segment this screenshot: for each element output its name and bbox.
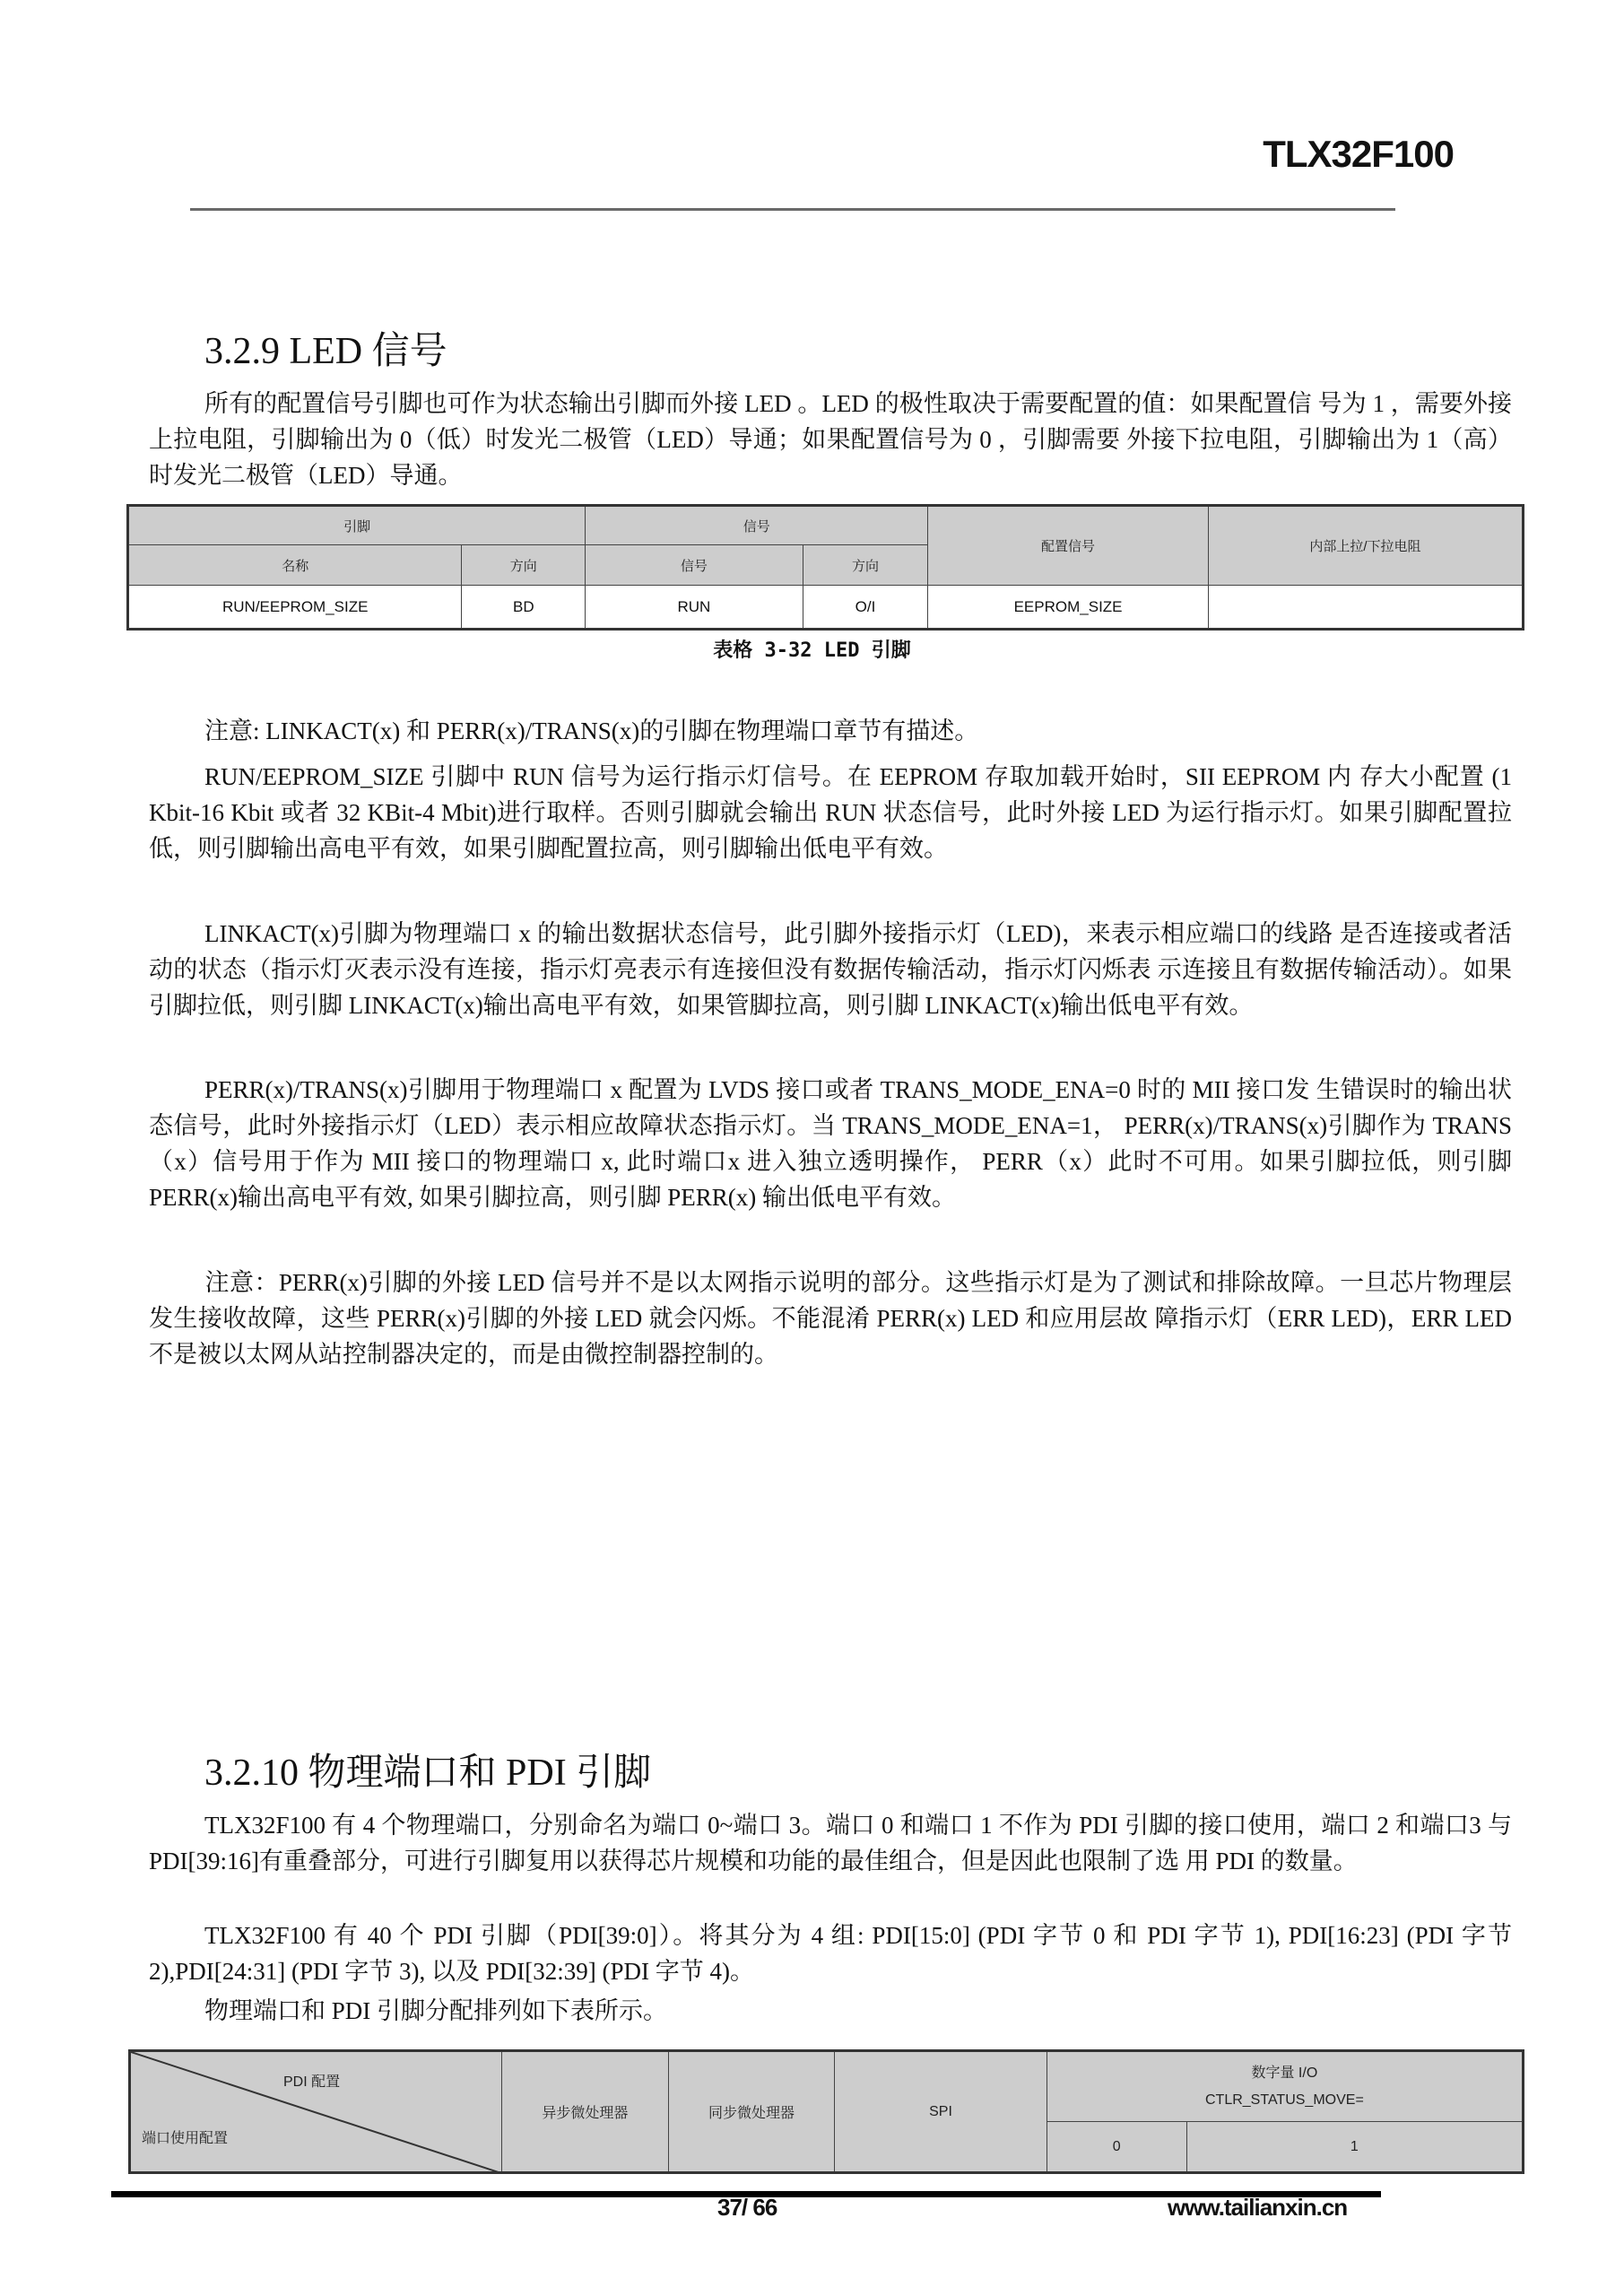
paragraph-table-intro: 物理端口和 PDI 引脚分配排列如下表所示。 [204, 1997, 668, 2024]
header-async-mcu: 异步微处理器 [502, 2051, 669, 2173]
header-name: 名称 [128, 545, 462, 586]
paragraph-perr-trans: PERR(x)/TRANS(x)引脚用于物理端口 x 配置为 LVDS 接口或者 TRANS_MODE_ENA=0 时的 MII 接口发 生错误时的输出状态信号，此时外接指示灯（LED）表示相应故障状态指示灯。当 TRANS_MODE_ENA=1， PERR(x)/TRANS(x)引脚作为 TRANS（x）信号用于作为 MII 接口的物理端口 x, 此时端口x 进入独立透明操作， PERR（x）此时不可用。如果引脚拉低，则引脚 PERR(x)输出高电平有效, 如果引脚拉高，则引脚 PERR(x) 输出低电平有效。 [149, 1076, 1512, 1211]
header-dio-1: 1 [1186, 2122, 1523, 2173]
section-heading-physical-ports-pdi: 3.2.10 物理端口和 PDI 引脚 [204, 1752, 652, 1794]
table-row [128, 586, 1524, 630]
header-group-pin: 引脚 [128, 506, 586, 545]
header-dio-0: 0 [1046, 2122, 1186, 2173]
document-header-title: TLX32F100 [1263, 133, 1454, 175]
paragraph-physical-ports: TLX32F100 有 4 个物理端口，分别命名为端口 0~端口 3。端口 0 和端口 1 不作为 PDI 引脚的接口使用，端口 2 和端口3 与 PDI[39:16]有重叠部分，可进行引脚复用以获得芯片规模和功能的最佳组合，但是因此也限制了选 用 PDI 的数量。 [149, 1812, 1512, 1874]
header-digital-io-label: 数字量 I/O [1251, 2065, 1318, 2081]
header-signal: 信号 [586, 545, 803, 586]
diagonal-header-cell [130, 2051, 502, 2173]
pdi-port-table [128, 2049, 1524, 2174]
table-caption: 表格 3-32 LED 引脚 [713, 639, 911, 662]
cell-pull-resistor [1208, 586, 1523, 630]
header-ctlr-status-move: CTLR_STATUS_MOVE= [1205, 2092, 1364, 2108]
paragraph-run-eeprom: RUN/EEPROM_SIZE 引脚中 RUN 信号为运行指示灯信号。在 EEPROM 存取加载开始时，SII EEPROM 内 存大小配置 (1 Kbit-16 Kbit 或者 32 KBit-4 Mbit)进行取样。否则引脚就会输出 RUN 状态信号，此时外接 LED 为运行指示灯。如果引脚配置拉低，则引脚输出高电平有效，如果引脚配置拉高，则引脚输出低电平有效。 [149, 763, 1512, 862]
cell-config-signal: EEPROM_SIZE [928, 586, 1209, 630]
header-pull-resistor: 内部上拉/下拉电阻 [1208, 506, 1523, 586]
header-pin-direction: 方向 [462, 545, 586, 586]
header-signal-direction: 方向 [803, 545, 928, 586]
cell-pin-direction: BD [462, 586, 586, 630]
section-heading-led-signal: 3.2.9 LED 信号 [204, 331, 447, 372]
paragraph-note-linkact: 注意: LINKACT(x) 和 PERR(x)/TRANS(x)的引脚在物理端口章节有描述。 [204, 718, 979, 744]
header-sync-mcu: 同步微处理器 [668, 2051, 835, 2173]
paragraph-linkact: LINKACT(x)引脚为物理端口 x 的输出数据状态信号，此引脚外接指示灯（LED)，来表示相应端口的线路 是否连接或者活动的状态（指示灯灭表示没有连接，指示灯亮表示有连接但没有数据传输活动，指示灯闪烁表 示连接且有数据传输活动）。如果引脚拉低，则引脚 LINKACT(x)输出高电平有效，如果管脚拉高，则引脚 LINKACT(x)输出低电平有效。 [149, 920, 1512, 1019]
diag-label-port-config: 端口使用配置 [142, 2131, 229, 2146]
header-digital-io [1046, 2051, 1523, 2122]
header-config-signal: 配置信号 [928, 506, 1209, 586]
header-divider [190, 208, 1395, 211]
diag-label-pdi-config: PDI 配置 [283, 2074, 341, 2090]
page-number: 37/ 66 [717, 2194, 777, 2221]
paragraph-pdi-pins: TLX32F100 有 40 个 PDI 引脚（PDI[39:0]）。将其分为 4 组: PDI[15:0] (PDI 字节 0 和 PDI 字节 1), PDI[16:23] (PDI 字节 2),PDI[24:31] (PDI 字节 3), 以及 PDI[32:39] (PDI 字节 4)。 [149, 1922, 1512, 1985]
footer-website: www.tailianxin.cn [1168, 2194, 1348, 2221]
paragraph-led-intro: 所有的配置信号引脚也可作为状态输出引脚而外接 LED 。LED 的极性取决于需要配置的值：如果配置信 号为 1 ，需要外接上拉电阻，引脚输出为 0（低）时发光二极管（LED）导通；如果配置信号为 0 ，引脚需要 外接下拉电阻，引脚输出为 1（高）时发光二极管（LED）导通。 [149, 390, 1512, 489]
paragraph-note-perr: 注意：PERR(x)引脚的外接 LED 信号并不是以太网指示说明的部分。这些指示灯是为了测试和排除故障。一旦芯片物理层发生接收故障，这些 PERR(x)引脚的外接 LED 就会闪烁。不能混淆 PERR(x) LED 和应用层故 障指示灯（ERR LED)，ERR LED 不是被以太网从站控制器决定的，而是由微控制器控制的。 [149, 1269, 1512, 1368]
led-pin-table [126, 504, 1524, 631]
cell-signal: RUN [586, 586, 803, 630]
cell-name: RUN/EEPROM_SIZE [128, 586, 462, 630]
header-group-signal: 信号 [586, 506, 928, 545]
header-spi: SPI [835, 2051, 1047, 2173]
cell-signal-direction: O/I [803, 586, 928, 630]
